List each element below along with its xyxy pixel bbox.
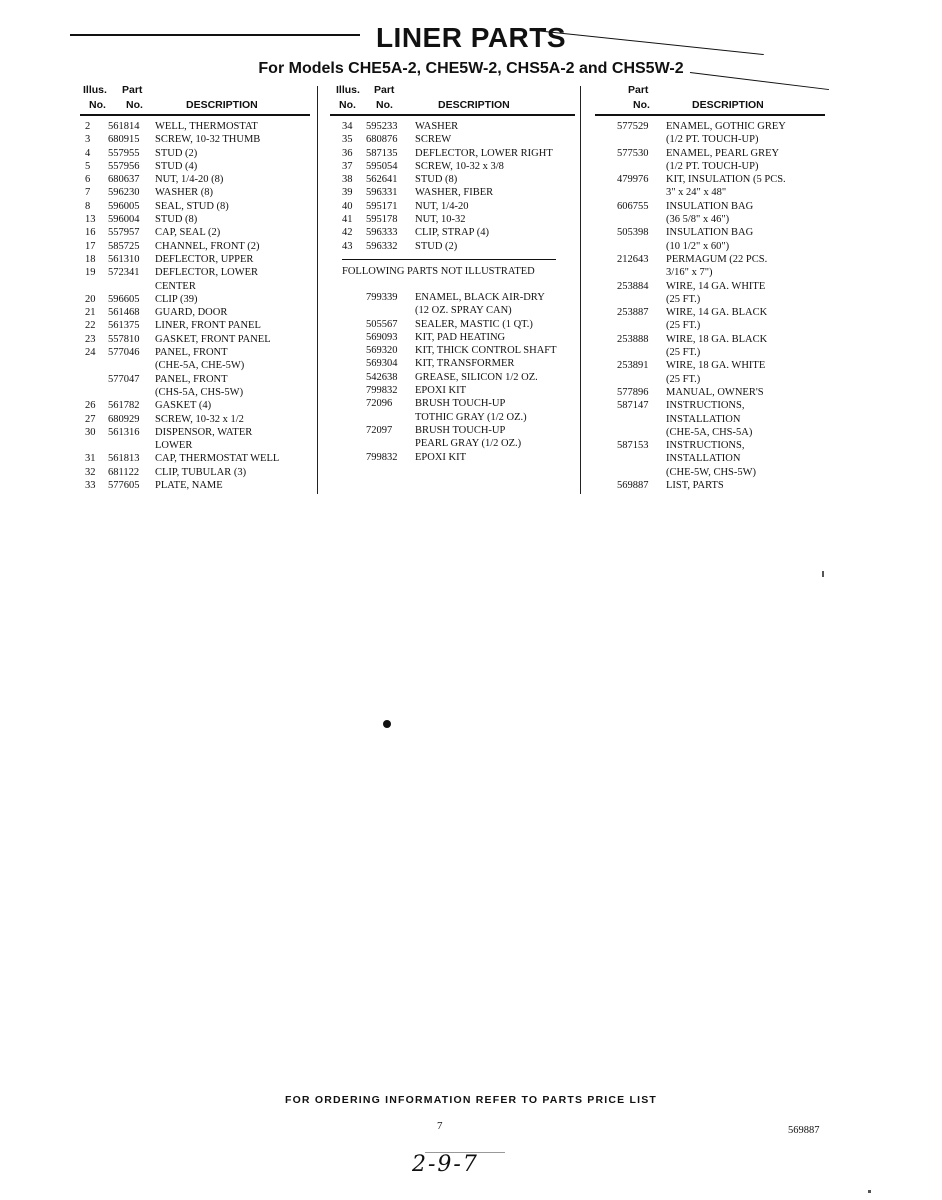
part-row	[80, 133, 315, 146]
part-row	[595, 439, 835, 452]
col1-illus-top: Illus.	[83, 84, 107, 96]
part-row	[80, 426, 315, 439]
part-row	[330, 397, 578, 410]
parts-list-column-2-not-illustrated	[330, 291, 578, 464]
part-row	[80, 186, 315, 199]
part-description: WIRE, 18 GA. WHITE	[666, 360, 766, 372]
part-row	[595, 120, 835, 133]
part-description: WIRE, 14 GA. BLACK	[666, 307, 768, 319]
part-description: GASKET, FRONT PANEL	[155, 333, 271, 345]
part-number: 680637	[108, 174, 140, 186]
part-number: 587147	[617, 400, 649, 412]
column-divider-right	[580, 86, 581, 494]
part-number: 253884	[617, 280, 649, 292]
col1-no-part: No.	[126, 99, 143, 111]
illus-number: 22	[85, 320, 96, 332]
col2-illus-top: Illus.	[336, 84, 360, 96]
part-description: LINER, FRONT PANEL	[155, 320, 261, 332]
part-description: KIT, THICK CONTROL SHAFT	[415, 345, 557, 357]
part-description: (25 FT.)	[666, 373, 701, 385]
illus-number: 20	[85, 293, 96, 305]
illus-number: 26	[85, 400, 96, 412]
part-row	[595, 147, 835, 160]
part-row	[330, 160, 578, 173]
illus-number: 36	[342, 147, 353, 159]
part-row	[80, 226, 315, 239]
col1-header-rule	[80, 114, 310, 116]
part-description: BRUSH TOUCH-UP	[415, 424, 506, 436]
part-row	[330, 240, 578, 253]
part-number: 577046	[108, 347, 140, 359]
part-description: KIT, TRANSFORMER	[415, 358, 515, 370]
illus-number: 23	[85, 333, 96, 345]
part-number: 557956	[108, 160, 140, 172]
scan-speck	[868, 1190, 871, 1193]
part-number: 799832	[366, 451, 398, 463]
part-row	[80, 413, 315, 426]
illus-number: 8	[85, 200, 91, 212]
part-description: EPOXI KIT	[415, 451, 467, 463]
part-description: ENAMEL, BLACK AIR-DRY	[415, 292, 545, 303]
part-row	[80, 293, 315, 306]
illus-number: 40	[342, 200, 353, 212]
part-number: 253891	[617, 360, 649, 372]
part-number: 557955	[108, 147, 140, 159]
illus-number: 43	[342, 240, 353, 252]
part-number: 577896	[617, 386, 649, 398]
col2-description-header: DESCRIPTION	[438, 99, 510, 111]
part-number: 572341	[108, 267, 140, 279]
part-description: (1/2 PT. TOUCH-UP)	[666, 160, 759, 172]
part-description: (25 FT.)	[666, 293, 701, 305]
part-description: KIT, PAD HEATING	[415, 331, 506, 343]
part-description: WASHER (8)	[155, 187, 214, 199]
col2-no-illus: No.	[339, 99, 356, 111]
part-number: 585725	[108, 240, 140, 252]
part-number: 577605	[108, 480, 140, 492]
part-row	[80, 452, 315, 465]
illus-number: 37	[342, 160, 353, 172]
part-row	[330, 437, 578, 450]
part-number: 253887	[617, 307, 649, 319]
part-description: 3" x 24" x 48"	[666, 187, 727, 199]
part-number: 799832	[366, 385, 398, 397]
part-row	[330, 200, 578, 213]
part-description: (CHE-5A, CHS-5A)	[666, 426, 753, 438]
part-number: 799339	[366, 292, 398, 303]
part-row	[330, 424, 578, 437]
part-description: STUD (2)	[415, 240, 458, 252]
page-number: 7	[437, 1120, 443, 1132]
scan-dot	[383, 720, 391, 728]
part-number: 577529	[617, 121, 649, 132]
part-description: CLIP, STRAP (4)	[415, 227, 489, 239]
part-description: PEARL GRAY (1/2 OZ.)	[415, 438, 522, 450]
part-number: 577530	[617, 147, 649, 159]
part-number: 72096	[366, 398, 393, 410]
part-description: WASHER	[415, 121, 459, 132]
part-row	[595, 452, 835, 465]
illus-number: 33	[85, 480, 96, 492]
part-number: 561814	[108, 121, 140, 132]
page-title: LINER PARTS	[375, 22, 567, 53]
illus-number: 6	[85, 174, 91, 186]
part-row	[80, 466, 315, 479]
part-number: 595171	[366, 200, 398, 212]
part-description: PERMAGUM (22 PCS.	[666, 253, 768, 265]
column-divider-left	[317, 86, 318, 494]
document-number: 569887	[788, 1125, 820, 1136]
part-row	[595, 359, 835, 372]
part-row	[80, 147, 315, 160]
part-description: STUD (4)	[155, 160, 198, 172]
part-number: 596332	[366, 240, 398, 252]
part-row	[330, 318, 578, 331]
col1-part-top: Part	[122, 84, 143, 96]
part-row	[80, 200, 315, 213]
part-row	[330, 120, 578, 133]
part-number: 505398	[617, 227, 649, 239]
part-description: INSULATION BAG	[666, 227, 754, 239]
parts-list-column-3	[595, 120, 835, 492]
part-description: (25 FT.)	[666, 320, 701, 332]
part-row	[595, 133, 835, 146]
part-row	[595, 306, 835, 319]
part-row	[595, 253, 835, 266]
illus-number: 30	[85, 426, 96, 438]
part-row	[80, 213, 315, 226]
illus-number: 17	[85, 240, 96, 252]
part-row	[80, 439, 315, 452]
part-description: CENTER	[155, 280, 196, 292]
part-description: SCREW	[415, 134, 452, 146]
part-row	[80, 266, 315, 279]
part-description: DEFLECTOR, UPPER	[155, 253, 254, 265]
not-illustrated-rule	[342, 259, 556, 260]
illus-number: 5	[85, 160, 91, 172]
part-description: WIRE, 14 GA. WHITE	[666, 280, 766, 292]
illus-number: 35	[342, 134, 353, 146]
part-description: INSULATION BAG	[666, 200, 754, 212]
part-description: PLATE, NAME	[155, 480, 223, 492]
illus-number: 32	[85, 466, 96, 478]
illus-number: 4	[85, 147, 91, 159]
part-row	[330, 226, 578, 239]
part-row	[595, 346, 835, 359]
part-row	[80, 306, 315, 319]
part-number: 569093	[366, 331, 398, 343]
part-description: EPOXI KIT	[415, 385, 467, 397]
illus-number: 19	[85, 267, 96, 279]
part-row	[595, 333, 835, 346]
part-description: GREASE, SILICON 1/2 OZ.	[415, 371, 538, 383]
part-description: GASKET (4)	[155, 400, 212, 412]
parts-list-column-2	[330, 120, 578, 253]
illus-number: 39	[342, 187, 353, 199]
part-description: MANUAL, OWNER'S	[666, 386, 764, 398]
part-number: 561468	[108, 307, 140, 319]
part-number: 596004	[108, 214, 140, 226]
part-row	[330, 371, 578, 384]
part-description: (CHE-5A, CHE-5W)	[155, 360, 245, 372]
part-number: 681122	[108, 466, 140, 478]
part-description: SEAL, STUD (8)	[155, 200, 229, 212]
illus-number: 13	[85, 214, 96, 226]
page-subtitle: For Models CHE5A-2, CHE5W-2, CHS5A-2 and CHS5W-2	[258, 60, 684, 77]
part-description: INSTALLATION	[666, 453, 741, 465]
part-row	[595, 373, 835, 386]
part-number: 587135	[366, 147, 398, 159]
part-description: STUD (8)	[155, 214, 198, 226]
part-description: (CHS-5A, CHS-5W)	[155, 386, 244, 398]
part-description: (CHE-5W, CHS-5W)	[666, 466, 757, 478]
part-row	[80, 280, 315, 293]
part-number: 596230	[108, 187, 140, 199]
part-row	[595, 399, 835, 412]
part-description: TOTHIC GRAY (1/2 OZ.)	[415, 411, 527, 423]
part-row	[595, 293, 835, 306]
part-row	[330, 173, 578, 186]
part-number: 596333	[366, 227, 398, 239]
part-number: 596605	[108, 293, 140, 305]
part-row	[330, 186, 578, 199]
part-description: CHANNEL, FRONT (2)	[155, 240, 260, 252]
part-number: 557810	[108, 333, 140, 345]
part-description: (36 5/8" x 46")	[666, 214, 730, 226]
part-description: GUARD, DOOR	[155, 307, 228, 319]
part-description: CLIP, TUBULAR (3)	[155, 466, 247, 478]
part-description: (1/2 PT. TOUCH-UP)	[666, 134, 759, 146]
part-number: 562641	[366, 174, 398, 186]
part-row	[80, 253, 315, 266]
illus-number: 21	[85, 307, 96, 319]
part-description: NUT, 10-32	[415, 214, 466, 226]
part-row	[595, 266, 835, 279]
part-row	[595, 226, 835, 239]
illus-number: 24	[85, 347, 96, 359]
part-number: 569887	[617, 480, 649, 492]
part-row	[595, 426, 835, 439]
illus-number: 18	[85, 253, 96, 265]
part-number: 595178	[366, 214, 398, 226]
part-description: 3/16" x 7")	[666, 267, 713, 279]
part-description: DEFLECTOR, LOWER RIGHT	[415, 147, 553, 159]
part-row	[80, 359, 315, 372]
part-description: BRUSH TOUCH-UP	[415, 398, 506, 410]
part-number: 561316	[108, 426, 140, 438]
part-description: INSTALLATION	[666, 413, 741, 425]
illus-number: 31	[85, 453, 96, 465]
part-row	[330, 304, 578, 317]
part-description: (12 OZ. SPRAY CAN)	[415, 305, 512, 317]
col2-no-part: No.	[376, 99, 393, 111]
part-description: DISPENSOR, WATER	[155, 426, 253, 438]
part-row	[80, 173, 315, 186]
part-description: WASHER, FIBER	[415, 187, 494, 199]
part-description: SCREW, 10-32 THUMB	[155, 134, 261, 146]
part-description: INSTRUCTIONS,	[666, 440, 745, 452]
part-row	[595, 173, 835, 186]
part-number: 557957	[108, 227, 140, 239]
illus-number: 38	[342, 174, 353, 186]
part-row	[595, 160, 835, 173]
part-row	[330, 357, 578, 370]
part-description: STUD (8)	[415, 174, 458, 186]
part-number: 680876	[366, 134, 398, 146]
part-number: 72097	[366, 424, 393, 436]
part-row	[595, 240, 835, 253]
part-row	[330, 451, 578, 464]
illus-number: 41	[342, 214, 353, 226]
part-description: WELL, THERMOSTAT	[155, 121, 258, 132]
part-number: 577047	[108, 373, 140, 385]
part-description: SCREW, 10-32 x 1/2	[155, 413, 244, 425]
part-number: 569320	[366, 345, 398, 357]
part-description: DEFLECTOR, LOWER	[155, 267, 259, 279]
part-number: 542638	[366, 371, 398, 383]
part-description: NUT, 1/4-20	[415, 200, 469, 212]
part-row	[595, 280, 835, 293]
part-row	[330, 213, 578, 226]
part-row	[80, 333, 315, 346]
part-description: NUT, 1/4-20 (8)	[155, 174, 224, 186]
title-rule-left	[70, 34, 360, 36]
part-description: INSTRUCTIONS,	[666, 400, 745, 412]
part-row	[330, 133, 578, 146]
part-description: ENAMEL, PEARL GREY	[666, 147, 780, 159]
part-number: 680915	[108, 134, 140, 146]
col3-part-top: Part	[628, 84, 649, 96]
part-row	[595, 386, 835, 399]
part-description: ENAMEL, GOTHIC GREY	[666, 121, 786, 132]
col2-part-top: Part	[374, 84, 395, 96]
part-row	[80, 160, 315, 173]
part-row	[595, 186, 835, 199]
part-row	[80, 346, 315, 359]
part-row	[330, 384, 578, 397]
illus-number: 27	[85, 413, 96, 425]
part-row	[80, 373, 315, 386]
part-row	[595, 413, 835, 426]
part-row	[595, 479, 835, 492]
col3-description-header: DESCRIPTION	[692, 99, 764, 111]
illus-number: 34	[342, 121, 353, 132]
part-row	[330, 147, 578, 160]
part-number: 595054	[366, 160, 398, 172]
parts-list-column-1	[80, 120, 315, 492]
part-description: LOWER	[155, 440, 193, 452]
part-number: 561375	[108, 320, 140, 332]
not-illustrated-heading: FOLLOWING PARTS NOT ILLUSTRATED	[342, 266, 535, 277]
part-number: 587153	[617, 440, 649, 452]
part-description: CAP, THERMOSTAT WELL	[155, 453, 280, 465]
col3-no-part: No.	[633, 99, 650, 111]
part-description: PANEL, FRONT	[155, 373, 228, 385]
part-row	[330, 411, 578, 424]
part-number: 606755	[617, 200, 649, 212]
part-row	[330, 291, 578, 304]
part-number: 479976	[617, 174, 649, 186]
col2-header-rule	[330, 114, 575, 116]
scan-speck	[822, 571, 824, 577]
part-description: (10 1/2" x 60")	[666, 240, 730, 252]
col1-no-illus: No.	[89, 99, 106, 111]
part-description: (25 FT.)	[666, 347, 701, 359]
part-number: 569304	[366, 358, 398, 370]
col1-description-header: DESCRIPTION	[186, 99, 258, 111]
part-row	[80, 386, 315, 399]
illus-number: 2	[85, 121, 91, 132]
illus-number: 7	[85, 187, 91, 199]
part-row	[330, 331, 578, 344]
part-number: 680929	[108, 413, 140, 425]
part-number: 212643	[617, 253, 649, 265]
part-row	[80, 120, 315, 133]
part-number: 505567	[366, 318, 398, 330]
part-row	[80, 399, 315, 412]
ordering-footer: FOR ORDERING INFORMATION REFER TO PARTS PRICE LIST	[284, 1094, 658, 1106]
part-number: 561813	[108, 453, 140, 465]
part-number: 561782	[108, 400, 140, 412]
part-row	[595, 466, 835, 479]
handwritten-note: 2-9-7	[412, 1152, 479, 1177]
part-row	[330, 344, 578, 357]
part-description: WIRE, 18 GA. BLACK	[666, 333, 768, 345]
part-number: 596331	[366, 187, 398, 199]
part-number: 595233	[366, 121, 398, 132]
part-row	[80, 319, 315, 332]
illus-number: 3	[85, 134, 91, 146]
part-row	[595, 213, 835, 226]
part-number: 596005	[108, 200, 140, 212]
part-description: STUD (2)	[155, 147, 198, 159]
illus-number: 42	[342, 227, 353, 239]
part-description: CLIP (39)	[155, 293, 198, 305]
part-row	[80, 479, 315, 492]
part-number: 253888	[617, 333, 649, 345]
part-row	[80, 240, 315, 253]
part-row	[595, 319, 835, 332]
part-number: 561310	[108, 253, 140, 265]
part-description: SEALER, MASTIC (1 QT.)	[415, 318, 533, 330]
col3-header-rule	[595, 114, 825, 116]
illus-number: 16	[85, 227, 96, 239]
part-description: LIST, PARTS	[666, 480, 724, 492]
part-description: CAP, SEAL (2)	[155, 227, 221, 239]
part-description: PANEL, FRONT	[155, 347, 228, 359]
part-row	[595, 200, 835, 213]
part-description: KIT, INSULATION (5 PCS.	[666, 174, 786, 186]
part-description: SCREW, 10-32 x 3/8	[415, 160, 504, 172]
